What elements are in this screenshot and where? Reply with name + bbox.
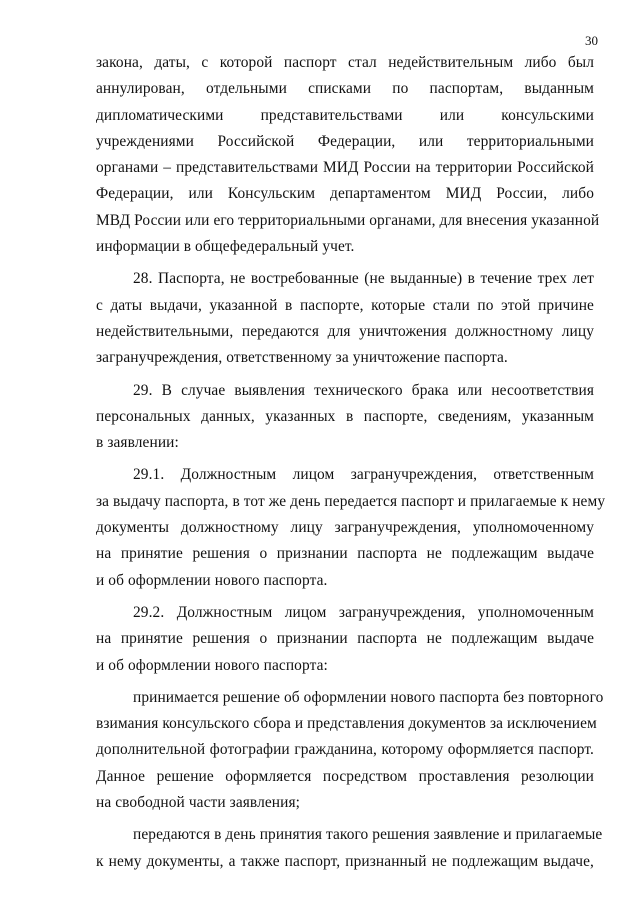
text-line: передаются в день принятия такого решения заявление и прилагаемые [133, 826, 603, 844]
text-line: 29.1. Должностным лицом загранучреждения, ответственным [133, 466, 594, 484]
text-line: персональных данных, указанных в паспорте, сведениям, указанным [96, 407, 594, 425]
text-line: на принятие решения о признании паспорта не подлежащим выдаче [96, 630, 594, 648]
text-line: и об оформлении нового паспорта: [96, 656, 328, 674]
text-line: взимания консульского сбора и представления документов за исключением [96, 715, 597, 733]
text-line: 29.2. Должностным лицом загранучреждения, уполномоченным [133, 603, 594, 621]
text-line: 28. Паспорта, не востребованные (не выданные) в течение трех лет [133, 270, 594, 288]
text-line: аннулирован, отдельными списками по паспортам, выданным [96, 80, 594, 98]
text-line: загранучреждения, ответственному за уничтожение паспорта. [96, 349, 508, 367]
text-line: документы должностному лицу загранучреждения, уполномоченному [96, 519, 594, 537]
text-line: и об оформлении нового паспорта. [96, 571, 328, 589]
text-line: с даты выдачи, указанной в паспорте, которые стали по этой причине [96, 296, 594, 314]
document-body [96, 50, 606, 875]
text-line: принимается решение об оформлении нового паспорта без повторного [133, 688, 604, 706]
text-line: информации в общефедеральный учет. [96, 238, 355, 256]
text-line: недействительными, передаются для уничтожения должностному лицу [96, 322, 594, 340]
text-line: Федерации, или Консульским департаментом МИД России, либо [96, 185, 594, 203]
text-line: учреждениями Российской Федерации, или территориальными [96, 132, 594, 150]
text-line: дипломатическими представительствами или консульскими [96, 106, 594, 124]
text-line: 29. В случае выявления технического брака или несоответствия [133, 381, 594, 399]
text-line: МВД России или его территориальными органами, для внесения указанной [96, 211, 600, 229]
text-line: на свободной части заявления; [96, 794, 301, 812]
text-line: за выдачу паспорта, в тот же день передается паспорт и прилагаемые к нему [96, 492, 606, 510]
text-line: органами – представительствами МИД России на территории Российской [96, 159, 594, 177]
page-number: 30 [585, 33, 598, 48]
text-line: к нему документы, а также паспорт, признанный не подлежащим выдаче, [96, 852, 594, 870]
text-line: на принятие решения о признании паспорта не подлежащим выдаче [96, 545, 594, 563]
text-line: в заявлении: [96, 434, 179, 452]
text-line: дополнительной фотографии гражданина, которому оформляется паспорт. [96, 741, 594, 759]
text-line: Данное решение оформляется посредством проставления резолюции [96, 767, 594, 785]
text-line: закона, даты, с которой паспорт стал недействительным либо был [96, 54, 594, 71]
